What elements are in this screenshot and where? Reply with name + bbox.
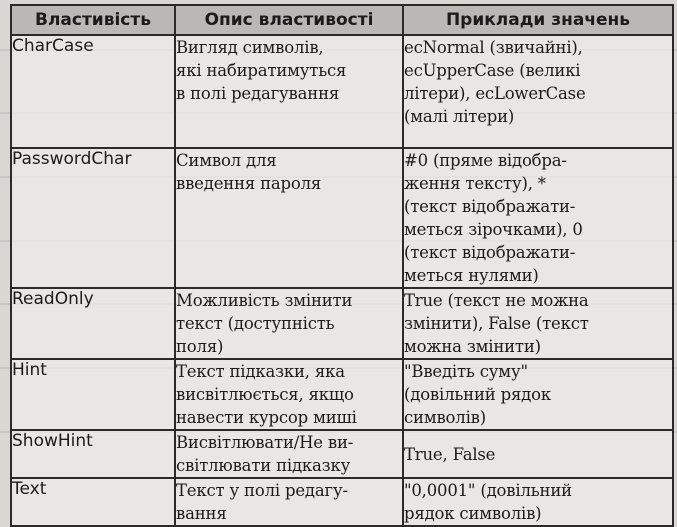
table-row xyxy=(11,35,673,148)
property-name: ShowHint xyxy=(11,430,175,478)
property-description: Текст підказки, яка висвітлюється, якщо навести курсор миші xyxy=(175,359,403,430)
document-page xyxy=(10,4,672,523)
table-row xyxy=(11,359,673,430)
header-description: Опис властивості xyxy=(175,5,403,35)
property-description: Текст у полі редагу- вання xyxy=(175,478,403,526)
table-header-row xyxy=(11,5,673,35)
table-row xyxy=(11,478,673,526)
property-examples: "0,0001" (довільний рядок символів) xyxy=(403,478,673,526)
property-examples: True, False xyxy=(403,430,673,478)
table-row xyxy=(11,148,673,288)
property-examples: "Введіть суму" (довільний рядок символів) xyxy=(403,359,673,430)
property-examples: True (текст не можна змінити), False (текст можна змінити) xyxy=(403,288,673,359)
property-name: Text xyxy=(11,478,175,526)
property-description: Можливість змінити текст (доступність поля) xyxy=(175,288,403,359)
property-name: CharCase xyxy=(11,35,175,148)
properties-table xyxy=(10,4,674,527)
header-examples: Приклади значень xyxy=(403,5,673,35)
table-row xyxy=(11,430,673,478)
property-description: Вигляд символів, які набиратимуться в полі редагування xyxy=(175,35,403,148)
property-examples: #0 (пряме відобра- ження тексту), * (текст відображати- меться зірочками), 0 (текст відображати- меться нулями) xyxy=(403,148,673,288)
property-name: PasswordChar xyxy=(11,148,175,288)
property-description: Символ для введення пароля xyxy=(175,148,403,288)
table-row xyxy=(11,288,673,359)
header-property: Властивість xyxy=(11,5,175,35)
property-name: Hint xyxy=(11,359,175,430)
property-examples: ecNormal (звичайні), ecUpperCase (великі літери), ecLowerCase (малі літери) xyxy=(403,35,673,148)
property-name: ReadOnly xyxy=(11,288,175,359)
property-description: Висвітлювати/Не ви- світлювати підказку xyxy=(175,430,403,478)
